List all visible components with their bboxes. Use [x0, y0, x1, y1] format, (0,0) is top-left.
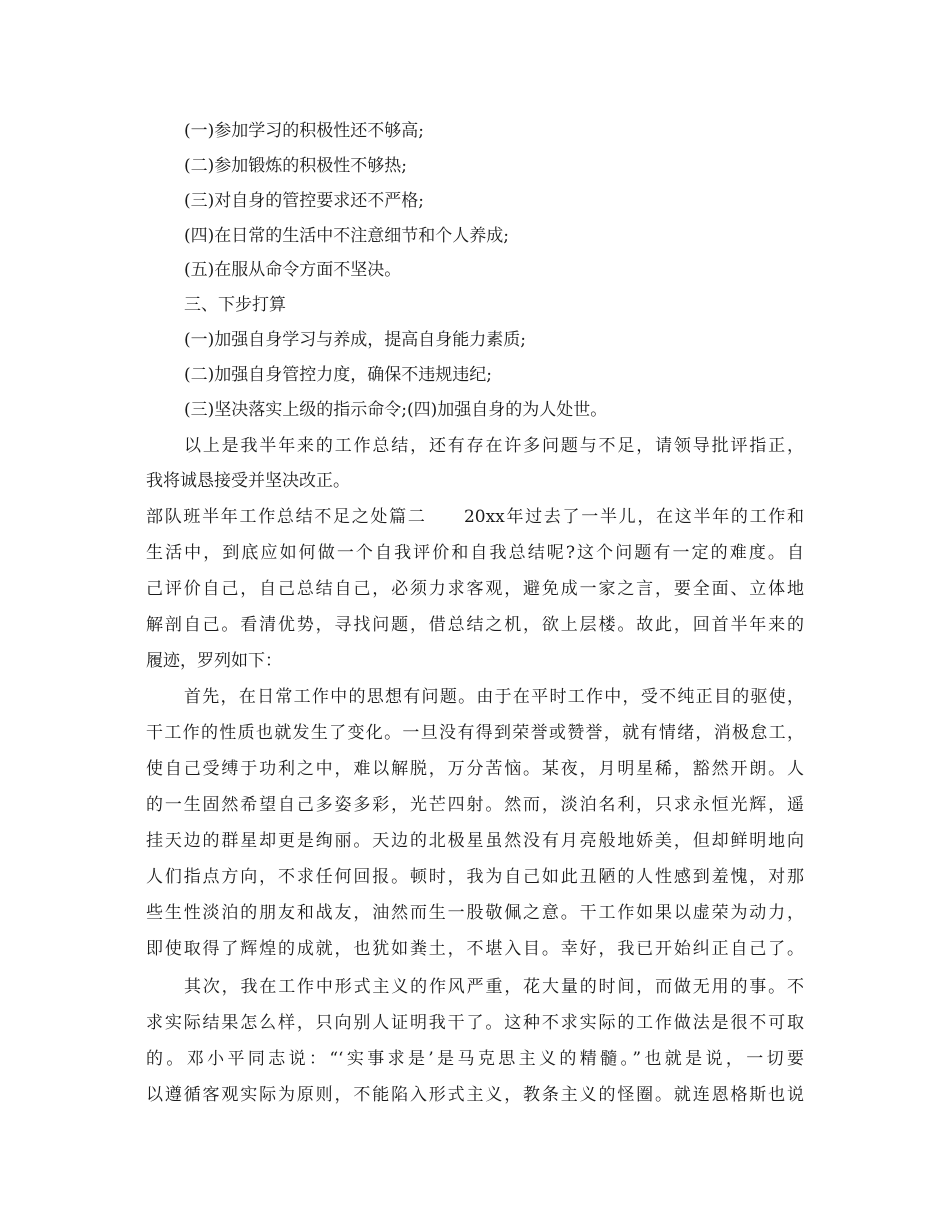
text-line: 解剖自己。看清优势，寻找问题，借总结之机，欲上层楼。故此，回首半年来的: [146, 615, 804, 635]
text-line: (一)加强自身学习与养成，提高自身能力素质;: [184, 330, 526, 350]
text-line: 即使取得了辉煌的成就，也犹如粪土，不堪入目。幸好，我已开始纠正自己了。: [146, 939, 804, 959]
text-line: 的一生固然希望自己多姿多彩，光芒四射。然而，淡泊名利，只求永恒光辉，遥: [146, 795, 804, 815]
text-line: (三)对自身的管控要求还不严格;: [184, 191, 424, 211]
text-line: 我将诚恳接受并坚决改正。: [146, 471, 350, 491]
text-line: (三)坚决落实上级的指示命令;(四)加强自身的为人处世。: [184, 400, 608, 420]
text-line: 些生性淡泊的朋友和战友，油然而生一股敬佩之意。干工作如果以虚荣为动力，: [146, 903, 804, 923]
text-line: 的。邓小平同志说：“‘实事求是’是马克思主义的精髓。”也就是说，一切要: [146, 1049, 804, 1069]
text-line: (一)参加学习的积极性还不够高;: [184, 121, 424, 141]
text-line: 干工作的性质也就发生了变化。一旦没有得到荣誉或赞誉，就有情绪，消极怠工，: [146, 723, 804, 743]
text-line: 其次，我在工作中形式主义的作风严重，花大量的时间，而做无用的事。不: [184, 977, 804, 997]
text-line: 生活中，到底应如何做一个自我评价和自我总结呢?这个问题有一定的难度。自: [146, 543, 804, 563]
text-line: 求实际结果怎么样，只向别人证明我干了。这种不求实际的工作做法是很不可取: [146, 1013, 804, 1033]
text-line: (四)在日常的生活中不注意细节和个人养成;: [184, 226, 509, 246]
text-line: 挂天边的群星却更是绚丽。天边的北极星虽然没有月亮般地娇美，但却鲜明地向: [146, 831, 804, 851]
text-line: 以上是我半年来的工作总结，还有存在许多问题与不足，请领导批评指正，: [184, 436, 804, 456]
text-line: 部队班半年工作总结不足之处篇二 20xx年过去了一半儿，在这半年的工作和: [146, 507, 804, 527]
text-line: 首先，在日常工作中的思想有问题。由于在平时工作中，受不纯正目的驱使，: [184, 687, 804, 707]
text-line: 己评价自己，自己总结自己，必须力求客观，避免成一家之言，要全面、立体地: [146, 579, 804, 599]
text-line: (二)加强自身管控力度，确保不违规违纪;: [184, 365, 492, 385]
text-line: 以遵循客观实际为原则，不能陷入形式主义，教条主义的怪圈。就连恩格斯也说: [146, 1085, 804, 1105]
text-line: 使自己受缚于功利之中，难以解脱，万分苦恼。某夜，月明星稀，豁然开朗。人: [146, 759, 804, 779]
text-line: (五)在服从命令方面不坚决。: [184, 260, 402, 280]
text-line: 人们指点方向，不求任何回报。顿时，我为自己如此丑陋的人性感到羞愧，对那: [146, 867, 804, 887]
section-heading: 三、下步打算: [184, 295, 286, 315]
text-line: 履迹，罗列如下：: [146, 651, 282, 671]
text-line: (二)参加锻炼的积极性不够热;: [184, 156, 407, 176]
